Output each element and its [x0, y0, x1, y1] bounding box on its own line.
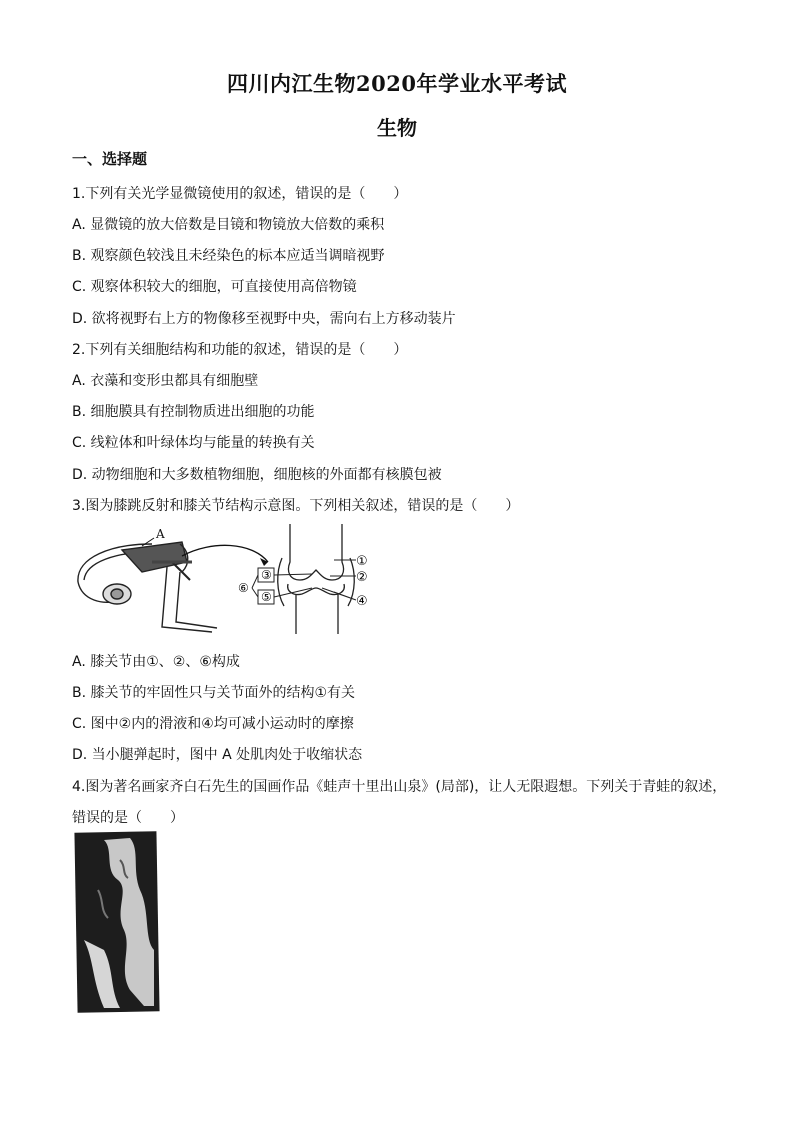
question-2-option-b: B. 细胞膜具有控制物质进出细胞的功能	[72, 404, 315, 420]
question-1-stem: 1.下列有关光学显微镜使用的叙述，错误的是（ ）	[72, 186, 408, 202]
label-5: ⑤	[261, 590, 272, 604]
knee-joint-diagram	[278, 524, 355, 634]
question-1-option-c: C. 观察体积较大的细胞，可直接使用高倍物镜	[72, 279, 357, 295]
question-1-option-d: D. 欲将视野右上方的物像移至视野中央，需向右上方移动装片	[72, 311, 456, 327]
section-heading: 一、选择题	[72, 150, 148, 168]
label-a: A	[156, 527, 165, 541]
question-3-option-a: A. 膝关节由①、②、⑥构成	[72, 654, 240, 670]
question-4-stem-line1: 4.图为著名画家齐白石先生的国画作品《蛙声十里出山泉》(局部)，让人无限遐想。下列关于青蛙的叙述，	[72, 779, 727, 795]
question-2-option-a: A. 衣藻和变形虫都具有细胞壁	[72, 373, 259, 389]
painting-image	[74, 830, 164, 1016]
label-1: ①	[356, 554, 368, 569]
question-3-option-b: B. 膝关节的牢固性只与关节面外的结构①有关	[72, 685, 356, 701]
question-3-option-d: D. 当小腿弹起时，图中 A 处肌肉处于收缩状态	[72, 747, 363, 763]
page-subtitle: 生物	[377, 116, 417, 140]
label-3: ③	[261, 568, 272, 582]
page-title: 四川内江生物2020年学业水平考试	[227, 71, 567, 96]
leg-diagram	[78, 542, 217, 632]
label-4: ④	[356, 594, 368, 609]
question-4-stem-line2: 错误的是（ ）	[72, 810, 184, 826]
question-2-option-c: C. 线粒体和叶绿体均与能量的转换有关	[72, 435, 315, 451]
question-2-option-d: D. 动物细胞和大多数植物细胞，细胞核的外面都有核膜包被	[72, 467, 442, 483]
question-2-stem: 2.下列有关细胞结构和功能的叙述，错误的是（ ）	[72, 342, 408, 358]
question-3-option-c: C. 图中②内的滑液和④均可减小运动时的摩擦	[72, 716, 354, 732]
label-6: ⑥	[238, 581, 249, 595]
question-1-option-a: A. 显微镜的放大倍数是目镜和物镜放大倍数的乘积	[72, 217, 385, 233]
knee-reflex-figure	[72, 522, 392, 642]
question-1-option-b: B. 观察颜色较浅且未经染色的标本应适当调暗视野	[72, 248, 385, 264]
label-2: ②	[356, 570, 368, 585]
question-3-stem: 3.图为膝跳反射和膝关节结构示意图。下列相关叙述，错误的是（ ）	[72, 498, 520, 514]
